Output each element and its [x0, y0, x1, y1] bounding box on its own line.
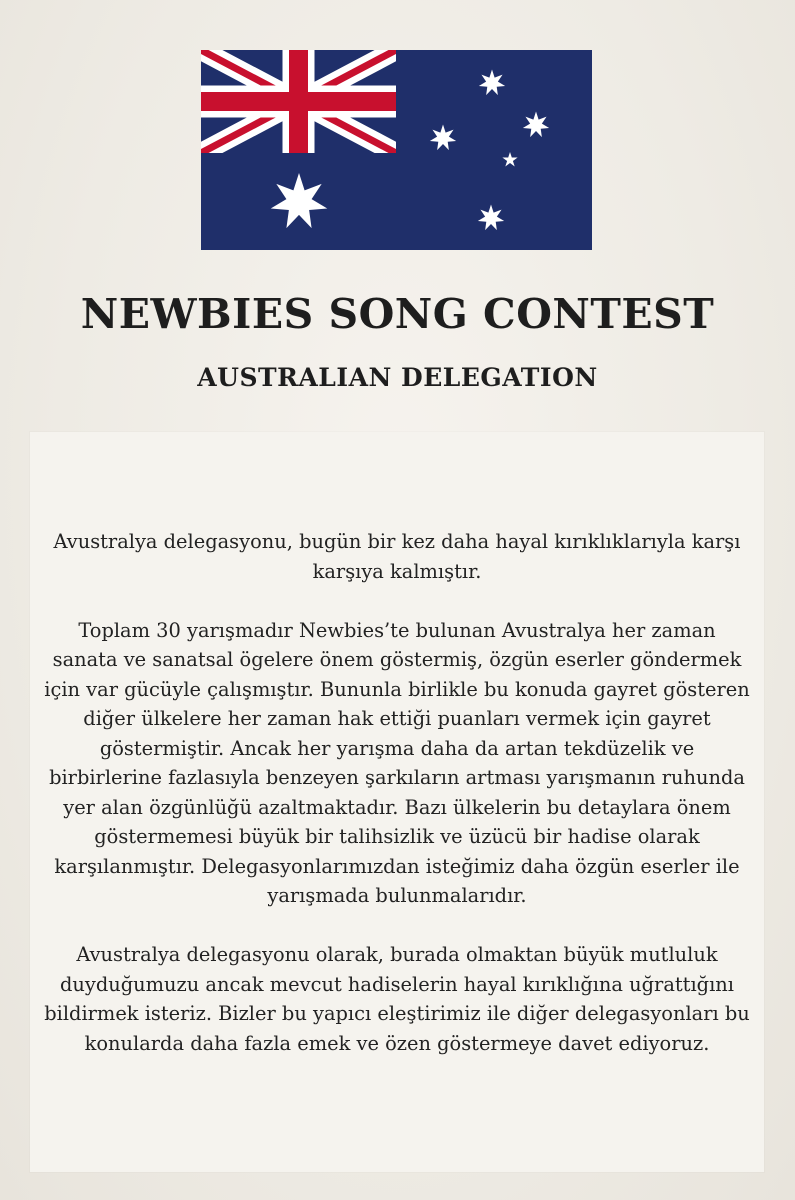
- union-jack-canton: [201, 50, 396, 153]
- statement-paragraph: Avustralya delegasyonu olarak, burada olmaktan büyük mutluluk duyduğumuzu ancak mevcut hadiselerin hayal kırıklığına uğrattığını bildirmek isteriz. Bizler bu yapıcı eleştirimiz ile diğer delegasyonları bu konularda daha fazla emek ve özen göstermeye davet ediyoruz.: [44, 943, 750, 1055]
- statement-text: [30, 527, 764, 1088]
- statement-paragraph: Avustralya delegasyonu, bugün bir kez daha hayal kırıklıklarıyla karşı karşıya kalmıştır.: [53, 530, 741, 583]
- page-title: NEWBIES SONG CONTEST: [80, 290, 715, 338]
- statement-paragraph: Toplam 30 yarışmadır Newbies’te bulunan Avustralya her zaman sanata ve sanatsal ögelere önem göstermiş, özgün eserler göndermek için var gücüyle çalışmıştır. Bununla birlikle bu konuda gayret gösteren diğer ülkelere her zaman hak ettiği puanları vermek için gayret göstermiştir. Ancak her yarışma daha da artan tekdüzelik ve birbirlerine fazlasıyla benzeyen şarkıların artması yarışmanın ruhunda yer alan özgünlüğü azaltmaktadır. Bazı ülkelerin bu detaylara önem göstermemesi büyük bir talihsizlik ve üzücü bir hadise olarak karşılanmıştır. Delegasyonlarımızdan isteğimiz daha özgün eserler ile yarışmada bulunmalarıdır.: [44, 618, 750, 907]
- australian-flag-icon: [201, 50, 592, 250]
- page-subtitle: AUSTRALIAN DELEGATION: [197, 363, 598, 392]
